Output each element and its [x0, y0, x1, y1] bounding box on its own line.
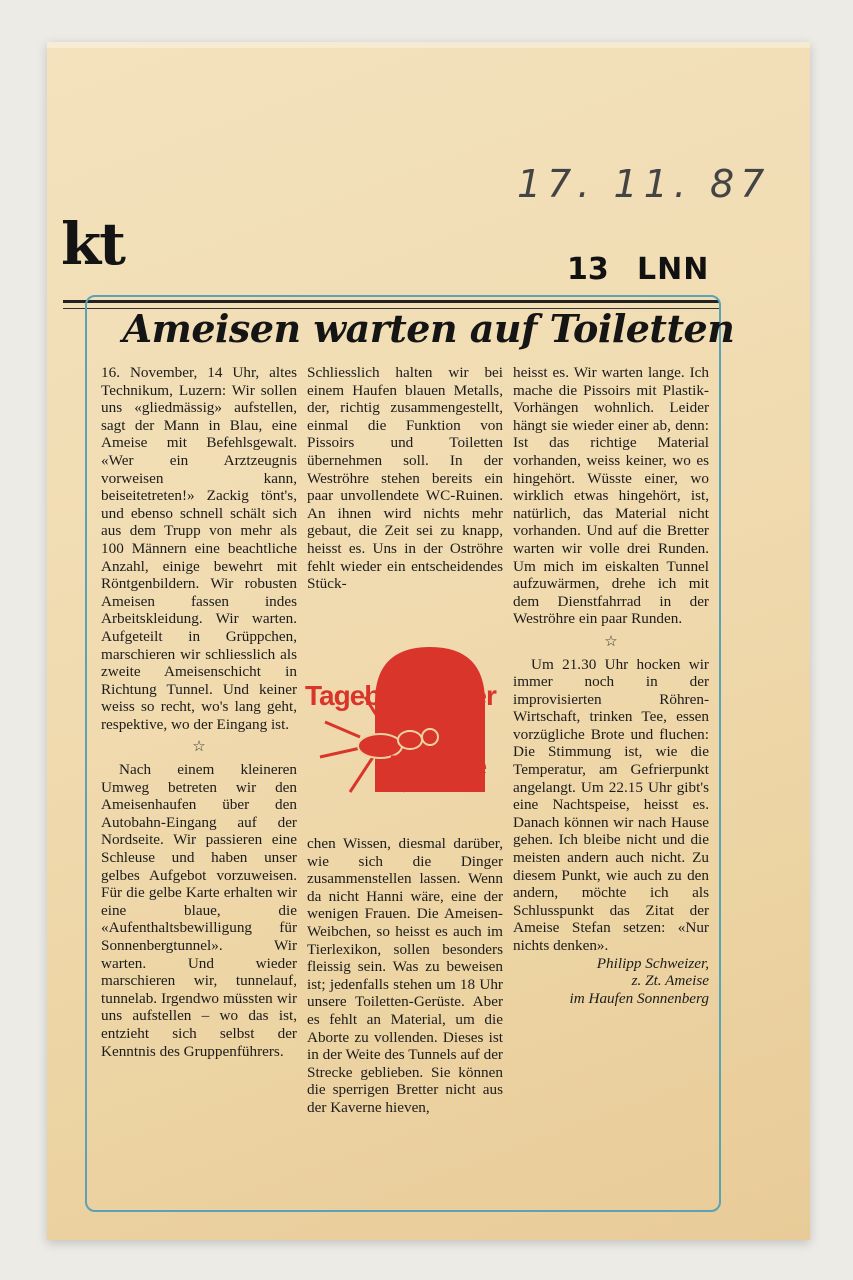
article-headline: Ameisen warten auf Toiletten	[122, 306, 735, 351]
page-number: 13	[567, 252, 609, 287]
handwritten-date: 17. 11. 87	[517, 162, 771, 206]
paragraph: chen Wissen, diesmal darüber, wie sich die Dinger zusammenstellen lassen. Wenn da nicht Hanni wäre, eine der wenigen Frauen. Die Ameisen-Weibchen, so heisst es auch im Tierlexikon, sollen besonders fleissig sein. Was zu beweisen ist; jedenfalls stehen um 18 Uhr unsere Toiletten-Gerüste. Aber es fehlt an Material, um die Aborte zu vollenden. Dieses ist in der Weite des Tunnels auf der Strecke geblieben. Sie können die sperrigen Bretter nicht aus der Kaverne hieven,	[307, 835, 503, 1116]
article-column-3	[513, 364, 709, 1007]
star-separator: ☆	[192, 739, 206, 756]
star-separator: ☆	[604, 633, 618, 650]
author-location: im Haufen Sonnenberg	[569, 989, 709, 1007]
newspaper-name: LNN	[637, 252, 710, 287]
paper-edge	[47, 42, 810, 48]
paragraph: Nach einem kleineren Umweg betreten wir den Ameisenhaufen über den Autobahn-Eingang auf der Nordseite. Wir passieren eine Schleuse und haben unser gelbes Aufgebot vorzuweisen. Für die gelbe Karte erhalten wir eine blaue, die «Aufenthaltsbewilligung für Sonnenbergtunnel». Wir warten. Und wieder marschieren wir, tunnelauf, tunnelab. Irgendwo müssten wir uns aufstellen – wo das ist, entzieht sich selbst der Kenntnis des Gruppenführers.	[101, 761, 297, 1060]
author-role: z. Zt. Ameise	[631, 972, 709, 990]
ant-diary-logo	[305, 642, 505, 812]
paragraph: heisst es. Wir warten lange. Ich mache die Pissoirs mit Plastik-Vorhängen wohnlich. Leider hängt sie wieder einer ab, denn: Ist das richtige Material vorhanden, weiss keiner, wo es hingehört. Wüsste einer, wo wirklich etwas hingehört, ist, natürlich, das Material nicht vorhanden. Und auf die Bretter warten wir volle drei Runden. Um mich im eiskalten Tunnel aufzuwärmen, drehe ich mit dem Dienstfahrrad in der Weströhre ein paar Runden.	[513, 364, 709, 628]
ant-icon	[305, 642, 505, 812]
article-column-1	[101, 364, 297, 1060]
paragraph: Um 21.30 Uhr hocken wir immer noch in der improvisierten Röhren-Wirtschaft, trinken Tee, essen vorzügliche Brote und fluchen: Die Stimmung ist, wie die Temperatur, am Gefrierpunkt angelangt. Um 22.15 Uhr gibt's eine Nachtspeise, heisst es. Danach können wir nach Hause gehen. Ich bleibe nicht und die meisten andern auch nicht. Zu diesem Punkt, wie auch zu den andern, möchte ich als Schlusspunkt das Zitat der Ameise Stefan setzen: «Nur nichts denken».	[513, 655, 709, 954]
paragraph: 16. November, 14 Uhr, altes Technikum, Luzern: Wir sollen uns «gliedmässig» aufstellen, sagt der Mann in Blau, eine Ameise mit Befehlsgewalt. «Wer ein Arztzeugnis vorweisen kann, beiseitetreten!» Zackig tönt's, und ebenso schnell schält sich aus dem Trupp von mehr als 100 Männern eine beachtliche Anzahl, einige bewehrt mit Röntgenbildern. Wir robusten Ameisen fassen indes Arbeitskleidung. Wir warten. Aufgeteilt in Grüppchen, marschieren wir schliesslich als zweite Ameisenschicht in Richtung Tunnel. Und keiner weiss so recht, wo's lang geht, respektive, wo der Eingang ist.	[101, 364, 297, 733]
logo-title-line2: Ameise	[383, 750, 487, 783]
author-name: Philipp Schweizer,	[596, 954, 709, 972]
author-signature	[513, 955, 709, 1008]
article-column-2-top	[307, 364, 503, 593]
section-title-fragment: kt	[61, 210, 124, 278]
paragraph: Schliesslich halten wir bei einem Haufen blauen Metalls, der, richtig zusammengestellt, einmal die Funktion von Pissoirs und Toiletten übernehmen soll. In der Weströhre stehen bereits ein paar unvollendete WC-Ruinen. An ihnen wird nichts mehr gebaut, die Zeit sei zu knapp, heisst es. Uns in der Oströhre fehlt wieder ein entscheidendes Stück-	[307, 364, 503, 593]
logo-title-line1: Tagebuch einer	[305, 680, 496, 711]
newspaper-clipping	[47, 42, 810, 1240]
article-column-2-bottom	[307, 835, 503, 1117]
